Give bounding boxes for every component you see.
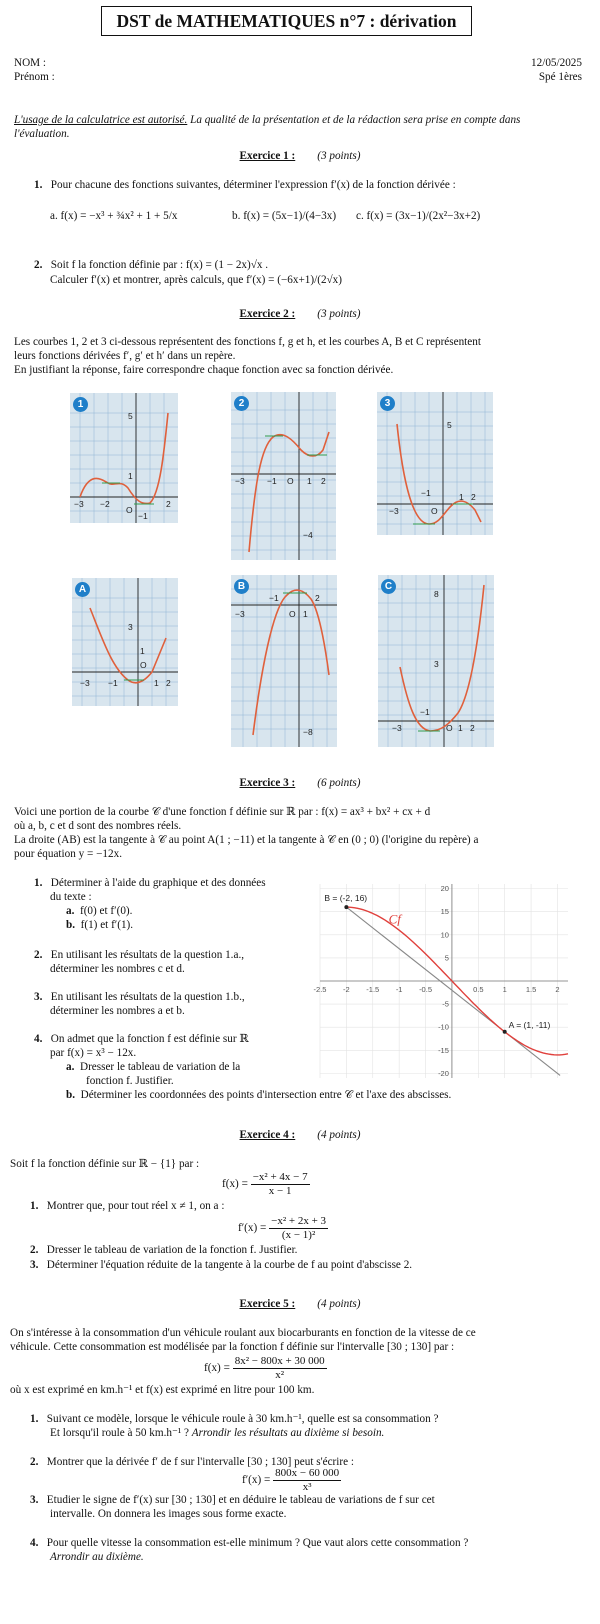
- ex4-q3: 3. Déterminer l'équation réduite de la tangente à la courbe de f au point d'abscisse 2.: [30, 1259, 413, 1271]
- intro-line1: [14, 113, 520, 127]
- graph-2: [231, 392, 336, 560]
- date-label: 12/05/2025: [531, 57, 582, 69]
- ex5-q4b: Arrondir au dixième.: [50, 1551, 144, 1563]
- ex5-p3: où x est exprimé en km.h⁻¹ et f(x) est exprimé en litre pour 100 km.: [10, 1384, 315, 1396]
- svg-text:−3: −3: [389, 506, 399, 516]
- graph-b: [231, 575, 337, 747]
- ex5-q4: 4. Pour quelle vitesse la consommation est-elle minimum ? Que vaut alors cette consommation ?: [30, 1537, 469, 1549]
- ex3-q4-text: On admet que la fonction f est définie sur ℝ: [50, 1033, 249, 1045]
- graph-a: [72, 578, 178, 706]
- y-tick-label: -5: [442, 999, 449, 1009]
- graph-c-badge: C: [381, 579, 396, 594]
- ex5-f-num: 8x² − 800x + 30 000: [234, 1355, 325, 1367]
- graph-c: [378, 575, 494, 747]
- svg-text:2: 2: [470, 723, 475, 733]
- svg-text:−3: −3: [235, 476, 245, 486]
- x-tick-label: 1.5: [525, 985, 537, 994]
- ex5-p2: véhicule. Cette consommation est modélisée par la fonction f définie sur l'intervalle [30 ; 130] par :: [10, 1341, 455, 1353]
- ex2-p3: En justifiant la réponse, faire correspondre chaque fonction avec sa fonction dérivée.: [14, 364, 394, 376]
- ex5-fp-frac: [273, 1467, 341, 1494]
- ex3-q1d-text: f(1) et f′(1).: [80, 919, 134, 931]
- svg-text:−1: −1: [267, 476, 277, 486]
- svg-text:1: 1: [154, 678, 159, 688]
- svg-text:−1: −1: [420, 707, 430, 717]
- ex3-q4d: fonction f. Justifier.: [86, 1075, 174, 1087]
- y-tick-label: 10: [440, 930, 449, 940]
- ex5-title: Exercice 5 :: [239, 1298, 296, 1310]
- svg-text:1: 1: [140, 646, 145, 656]
- ex2-p2: leurs fonctions dérivées f′, g′ et h′ dans un repère.: [14, 350, 236, 362]
- ex1-q2b: Calculer f′(x) et montrer, après calculs, que f′(x) = (−6x+1)/(2√x): [50, 274, 342, 286]
- svg-text:O: O: [431, 506, 438, 516]
- ex4-f-den: x − 1: [268, 1185, 292, 1197]
- svg-text:O: O: [140, 660, 147, 670]
- svg-text:−2: −2: [100, 499, 110, 509]
- intro-line2: l'évaluation.: [14, 128, 70, 140]
- ex4-f: [222, 1171, 310, 1198]
- ex1-points: (3 points): [317, 150, 361, 162]
- x-tick-label: 0.5: [473, 985, 484, 994]
- ex5-q3-text: Etudier le signe de f′(x) sur [30 ; 130] et en déduire le tableau de variations de f sur cet: [46, 1494, 435, 1506]
- ex3-q4c: a. Dresser le tableau de variation de la: [66, 1061, 241, 1073]
- svg-text:1: 1: [128, 471, 133, 481]
- graph-3-badge: 3: [380, 396, 395, 411]
- point-b: [344, 905, 348, 909]
- x-tick-label: -0.5: [419, 985, 433, 994]
- svg-text:O: O: [446, 723, 453, 733]
- ex3-title: Exercice 3 :: [239, 777, 296, 789]
- ex4-f-frac: [251, 1171, 310, 1198]
- ex3-q1c: a. f(0) et f′(0).: [66, 905, 133, 917]
- graph-b-badge: B: [234, 579, 249, 594]
- ex5-p1: On s'intéresse à la consommation d'un véhicule roulant aux biocarburants en fonction de la vitesse de ce: [10, 1327, 476, 1339]
- ex3-q3: 3. En utilisant les résultats de la question 1.b.,: [34, 991, 245, 1003]
- ex3-q3-text: En utilisant les résultats de la question 1.b.,: [50, 991, 245, 1003]
- y-tick-label: -15: [438, 1045, 449, 1055]
- ex5-fp: [242, 1467, 341, 1494]
- ex2-points: (3 points): [317, 308, 361, 320]
- ex5-fp-den: x³: [302, 1481, 312, 1493]
- ex5-f-frac: [233, 1355, 327, 1382]
- ex3-p2: où a, b, c et d sont des nombres réels.: [14, 820, 182, 832]
- ex5-f-den: x²: [275, 1369, 285, 1381]
- ex3-p4: pour équation y = −12x.: [14, 848, 123, 860]
- ex1-q1: 1. Pour chacune des fonctions suivantes, déterminer l'expression f′(x) de la fonction dérivée :: [34, 179, 456, 191]
- svg-text:3: 3: [434, 659, 439, 669]
- ex2-title: Exercice 2 :: [239, 308, 296, 320]
- y-tick-label: -20: [438, 1068, 449, 1078]
- ex4-q1: 1. Montrer que, pour tout réel x ≠ 1, on a :: [30, 1200, 225, 1212]
- ex3-q2: 2. En utilisant les résultats de la question 1.a.,: [34, 949, 245, 961]
- svg-text:O: O: [126, 505, 133, 515]
- svg-text:2: 2: [166, 678, 171, 688]
- svg-text:O: O: [287, 476, 294, 486]
- ex4-f-num: −x² + 4x − 7: [252, 1171, 308, 1183]
- y-tick-label: -10: [438, 1022, 449, 1032]
- ex3-points: (6 points): [317, 777, 361, 789]
- graph-1: [70, 393, 178, 523]
- x-tick-label: -2: [343, 985, 350, 994]
- ex4-q2-text: Dresser le tableau de variation de la fonction f. Justifier.: [46, 1244, 298, 1256]
- ex4-title: Exercice 4 :: [239, 1129, 296, 1141]
- page-title: DST de MATHEMATIQUES n°7 : dérivation: [101, 6, 472, 36]
- ex5-heading: [0, 1298, 600, 1310]
- ex5-q4-text: Pour quelle vitesse la consommation est-elle minimum ? Que vaut alors cette consommation ?: [46, 1537, 469, 1549]
- ex3-q4e: b. Déterminer les coordonnées des points d'intersection entre 𝒞 et l'axe des abscisses.: [66, 1089, 452, 1101]
- x-tick-label: 2: [555, 985, 560, 994]
- ex3-q3b: déterminer les nombres a et b.: [50, 1005, 185, 1017]
- ex5-points: (4 points): [317, 1298, 361, 1310]
- svg-text:−1: −1: [138, 511, 148, 521]
- ex3-q1: 1. Déterminer à l'aide du graphique et des données: [34, 877, 266, 889]
- graph-2-badge: 2: [234, 396, 249, 411]
- ex4-fp-lhs: f′(x) =: [238, 1222, 267, 1235]
- svg-text:2: 2: [315, 593, 320, 603]
- ex1-q1-text: Pour chacune des fonctions suivantes, déterminer l'expression f′(x) de la fonction dérivée :: [50, 179, 456, 191]
- ex4-q2: 2. Dresser le tableau de variation de la fonction f. Justifier.: [30, 1244, 298, 1256]
- y-tick-label: 5: [444, 953, 449, 963]
- point-a-label: A = (1, -11): [508, 1019, 551, 1030]
- y-tick-label: 20: [440, 884, 449, 894]
- ex2-p1: Les courbes 1, 2 et 3 ci-dessous représentent des fonctions f, g et h, et les courbes A, B et C représentent: [14, 336, 481, 348]
- svg-text:3: 3: [128, 622, 133, 632]
- ex5-q3: 3. Etudier le signe de f′(x) sur [30 ; 130] et en déduire le tableau de variations de f sur cet: [30, 1494, 435, 1506]
- ex3-q4c-text: Dresser le tableau de variation de la: [79, 1061, 241, 1073]
- svg-text:2: 2: [166, 499, 171, 509]
- svg-text:−8: −8: [303, 727, 313, 737]
- svg-text:2: 2: [471, 492, 476, 502]
- ex5-q1b-text: Et lorsqu'il roule à 50 km.h⁻¹ ?: [50, 1427, 192, 1439]
- graph-3: [377, 392, 493, 535]
- ex3-p3: La droite (AB) est la tangente à 𝒞 au point A(1 ; −11) et la tangente à 𝒞 en (0 ; 0) (l'origine du repère) a: [14, 834, 479, 846]
- svg-text:−4: −4: [303, 530, 313, 540]
- ex5-f-lhs: f(x) =: [204, 1362, 230, 1375]
- x-tick-label: -1: [395, 985, 403, 994]
- ex1-q2a: 2. Soit f la fonction définie par : f(x) = (1 − 2x)√x .: [34, 259, 269, 271]
- x-tick-label: 1: [502, 985, 507, 994]
- ex3-q4b: par f(x) = x³ − 12x.: [50, 1047, 137, 1059]
- ex5-q1: 1. Suivant ce modèle, lorsque le véhicule roule à 30 km.h⁻¹, quelle est sa consommation ?: [30, 1413, 439, 1425]
- svg-text:8: 8: [434, 589, 439, 599]
- ex4-heading: [0, 1129, 600, 1141]
- ex3-p1: Voici une portion de la courbe 𝒞 d'une fonction f définie sur ℝ par : f(x) = ax³ + bx² + cx + d: [14, 806, 431, 818]
- ex1-fb: b. f(x) = (5x−1)/(4−3x): [232, 210, 337, 222]
- ex3-q4: 4. On admet que la fonction f est définie sur ℝ: [34, 1033, 249, 1045]
- svg-text:5: 5: [128, 411, 133, 421]
- ex3-q2b: déterminer les nombres c et d.: [50, 963, 185, 975]
- calc-note: L'usage de la calculatrice est autorisé.: [14, 114, 188, 126]
- svg-text:−3: −3: [235, 609, 245, 619]
- ex1-fa: a. f(x) = −x³ + ¾x² + 1 + 5/x: [50, 210, 178, 222]
- svg-text:−1: −1: [421, 488, 431, 498]
- ex4-fp-den: (x − 1)²: [281, 1229, 316, 1241]
- ex4-p1: Soit f la fonction définie sur ℝ − {1} par :: [10, 1158, 200, 1170]
- svg-text:1: 1: [307, 476, 312, 486]
- ex3-q2-text: En utilisant les résultats de la question 1.a.,: [50, 949, 245, 961]
- point-a: [503, 1030, 507, 1034]
- ex3-heading: [0, 777, 600, 789]
- x-tick-label: -2.5: [313, 985, 327, 994]
- ex5-q3b: intervalle. On donnera les images sous forme exacte.: [50, 1508, 287, 1520]
- curve-label: Cf: [388, 911, 401, 927]
- svg-text:1: 1: [459, 492, 464, 502]
- svg-text:1: 1: [458, 723, 463, 733]
- prenom-label: Prénom :: [14, 71, 55, 83]
- ex5-fp-lhs: f′(x) =: [242, 1474, 271, 1487]
- ex4-fp: [238, 1215, 328, 1242]
- class-label: Spé 1ères: [538, 71, 582, 83]
- y-tick-label: 15: [440, 907, 449, 917]
- ex5-q1-text: Suivant ce modèle, lorsque le véhicule roule à 30 km.h⁻¹, quelle est sa consommation ?: [46, 1413, 439, 1425]
- ex4-f-lhs: f(x) =: [222, 1178, 248, 1191]
- ex2-heading: [0, 308, 600, 320]
- x-tick-label: -1.5: [366, 985, 380, 994]
- svg-text:1: 1: [303, 609, 308, 619]
- ex5-q1b: [50, 1426, 384, 1440]
- ex1-fc: c. f(x) = (3x−1)/(2x²−3x+2): [356, 210, 481, 222]
- point-b-label: B = (-2, 16): [324, 893, 368, 904]
- svg-text:−1: −1: [108, 678, 118, 688]
- ex5-fp-num: 800x − 60 000: [275, 1467, 340, 1479]
- ex3-q1-text: Déterminer à l'aide du graphique et des données: [50, 877, 266, 889]
- ex5-f: [204, 1355, 327, 1382]
- ex4-q3-text: Déterminer l'équation réduite de la tangente à la courbe de f au point d'abscisse 2.: [46, 1259, 413, 1271]
- ex1-q2a-text: Soit f la fonction définie par : f(x) = (1 − 2x)√x .: [50, 259, 269, 271]
- svg-text:−3: −3: [80, 678, 90, 688]
- ex5-q2-text: Montrer que la dérivée f′ de f sur l'intervalle [30 ; 130] peut s'écrire :: [46, 1456, 354, 1468]
- ex3-q1c-text: f(0) et f′(0).: [79, 905, 133, 917]
- svg-text:−1: −1: [269, 593, 279, 603]
- ex5-q1c-text: Arrondir les résultats au dixième si besoin.: [191, 1427, 385, 1439]
- ex4-q1-text: Montrer que, pour tout réel x ≠ 1, on a :: [46, 1200, 225, 1212]
- ex3-q1d: b. f(1) et f′(1).: [66, 919, 134, 931]
- svg-text:−3: −3: [392, 723, 402, 733]
- graph-1-badge: 1: [73, 397, 88, 412]
- ex4-fp-num: −x² + 2x + 3: [271, 1215, 327, 1227]
- nom-label: NOM :: [14, 57, 47, 69]
- ex5-q2: 2. Montrer que la dérivée f′ de f sur l'intervalle [30 ; 130] peut s'écrire :: [30, 1456, 354, 1468]
- ex1-heading: [0, 150, 600, 162]
- ex3-q4e-text: Déterminer les coordonnées des points d'intersection entre 𝒞 et l'axe des abscisses.: [80, 1089, 452, 1101]
- graph-a-badge: A: [75, 582, 90, 597]
- ex3-chart: [312, 878, 574, 1086]
- ex3-q1b: du texte :: [50, 891, 92, 903]
- svg-text:5: 5: [447, 420, 452, 430]
- ex4-points: (4 points): [317, 1129, 361, 1141]
- svg-text:2: 2: [321, 476, 326, 486]
- svg-text:−3: −3: [74, 499, 84, 509]
- svg-text:O: O: [289, 609, 296, 619]
- ex4-fp-frac: [269, 1215, 328, 1242]
- ex1-title: Exercice 1 :: [239, 150, 296, 162]
- intro-rest: La qualité de la présentation et de la rédaction sera prise en compte dans: [187, 114, 521, 126]
